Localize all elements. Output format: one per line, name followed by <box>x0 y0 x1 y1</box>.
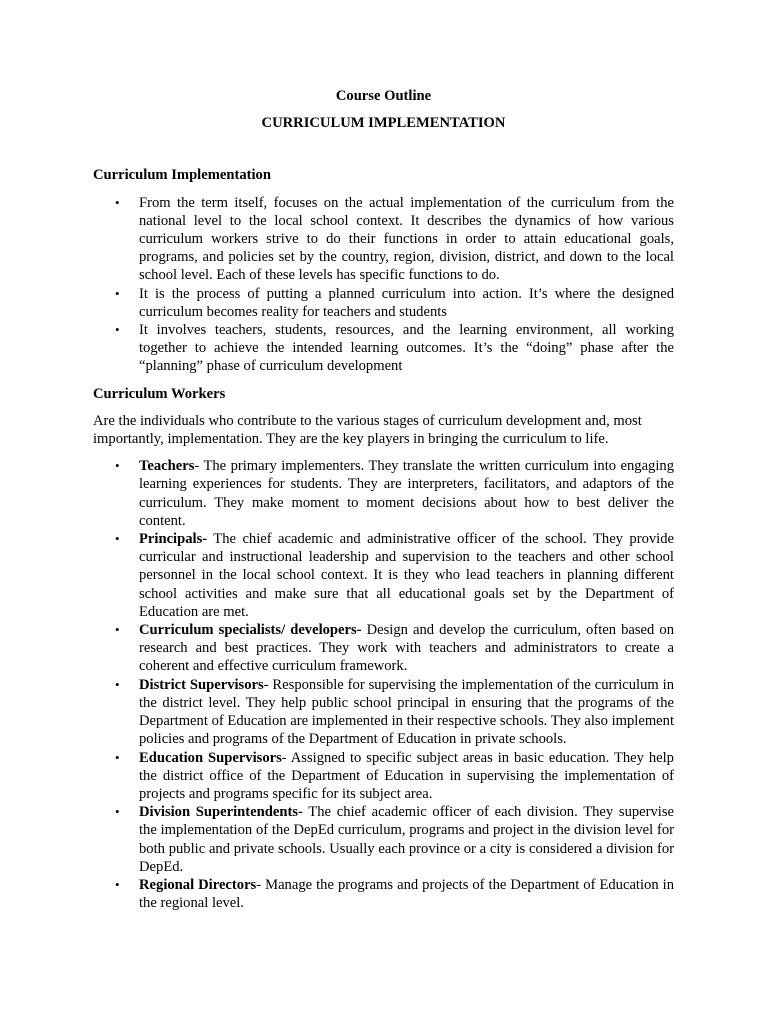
list-item-district-supervisors <box>93 676 674 749</box>
curriculum-workers-list <box>93 457 674 912</box>
term-label: Education Supervisors <box>139 749 282 766</box>
term-description: The chief academic officer of each division. They supervise the implementation of the DepEd curriculum, programs and project in the division level for both public and private schools. Usually each province or a city is considered a division for DepEd. <box>139 804 675 875</box>
bullet-icon: • <box>115 876 120 892</box>
term-description: The chief academic and administrative officer of the school. They provide curricular and instructional leadership and supervision to the teachers and other school personnel in the local school context. It is they who lead teachers in planning different school activities and make sure that all educational goals set by the Department of Education are met. <box>139 531 674 620</box>
bullet-icon: • <box>115 531 120 547</box>
curriculum-implementation-list <box>93 194 674 376</box>
list-item <box>93 285 674 321</box>
term-label: Regional Directors <box>139 876 257 893</box>
bullet-icon: • <box>115 749 120 765</box>
bullet-icon: • <box>115 322 120 338</box>
bullet-icon: • <box>115 804 120 820</box>
list-item-education-supervisors <box>93 749 674 804</box>
term-description: - Assigned to specific subject areas in basic education. They help the district office of the Department of Education in supervising the implementation of projects and programs specific for its subject area. <box>139 749 674 802</box>
term-description: Design and develop the curriculum, often based on research and best practices. They work with teachers and administrators to create a coherent and effective curriculum framework. <box>139 622 674 675</box>
term-description: - Responsible for supervising the implementation of the curriculum in the district level. They help public school principal in ensuring that the programs of the Department of Education are implemented in their respective schools. They also implement policies and programs of the Department of Education in private schools. <box>139 676 674 748</box>
bullet-icon: • <box>115 622 120 638</box>
list-item-curriculum-specialists <box>93 621 674 676</box>
bullet-icon: • <box>115 194 120 210</box>
term-label: Teachers <box>139 458 195 475</box>
list-item-text: It involves teachers, students, resources, and the learning environment, all working together to achieve the intended learning outcomes. It’s the “doing” phase after the “planning” phase of curriculum development <box>139 322 674 375</box>
list-item-text: It is the process of putting a planned curriculum into action. It’s where the designed curriculum becomes reality for teachers and students <box>139 285 674 320</box>
list-item <box>93 194 674 285</box>
list-item-text: From the term itself, focuses on the actual implementation of the curriculum from the national level to the local school context. It describes the dynamics of how various curriculum workers strive to do their functions in order to attain educational goals, programs, and policies set by the country, region, division, district, and down to the local school level. Each of these levels has specific functions to do. <box>139 194 674 284</box>
term-label: Principals- <box>139 531 208 548</box>
term-label: Division Superintendents- <box>139 804 303 821</box>
term-label: District Supervisors <box>139 676 264 693</box>
list-item-teachers <box>93 457 674 530</box>
section-heading-curriculum-workers: Curriculum Workers <box>93 385 226 402</box>
bullet-icon: • <box>115 676 120 692</box>
course-title: Course Outline <box>335 88 432 104</box>
main-title: CURRICULUM IMPLEMENTATION <box>261 115 506 132</box>
section-heading-curriculum-implementation: Curriculum Implementation <box>93 167 271 184</box>
bullet-icon: • <box>115 285 120 301</box>
list-item-regional-directors <box>93 876 674 912</box>
term-description: - Manage the programs and projects of the Department of Education in the regional level. <box>139 876 675 912</box>
curriculum-workers-intro: Are the individuals who contribute to the various stages of curriculum development and, most importantly, implementation. They are the key players in bringing the curriculum to life. <box>93 412 642 448</box>
term-label: Curriculum specialists/ developers- <box>139 622 362 639</box>
list-item <box>93 321 674 376</box>
term-description: - The primary implementers. They translate the written curriculum into engaging learning experiences for students. They are interpreters, facilitators, and adaptors of the curriculum. They make moment to moment decisions about how to best deliver the content. <box>139 458 674 529</box>
bullet-icon: • <box>115 458 120 474</box>
list-item-division-superintendents <box>93 803 674 876</box>
list-item-principals <box>93 530 674 621</box>
